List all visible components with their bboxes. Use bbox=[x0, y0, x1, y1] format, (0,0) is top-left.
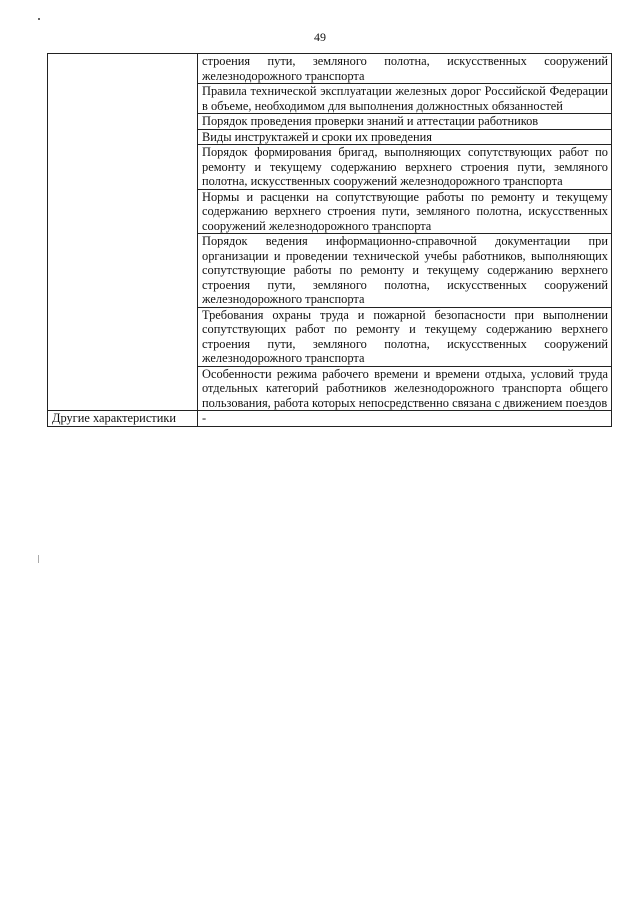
table-cell-text: Правила технической эксплуатации железных дорог Российской Федерации в объеме, необходимом для выполнения должностных обязанностей bbox=[198, 84, 612, 114]
table-cell-label bbox=[48, 54, 198, 411]
table-row bbox=[48, 54, 612, 84]
table-cell-text: Порядок ведения информационно-справочной документации при организации и проведении технической учебы работников, выполняющих сопутствующие работы по ремонту и текущему содержанию верхнего строения пути, земляного полотна, искусственных сооружений железнодорожного транспорта bbox=[198, 234, 612, 308]
scan-speck bbox=[38, 555, 39, 563]
other-characteristics-label: Другие характеристики bbox=[48, 411, 198, 427]
table-cell-text: Особенности режима рабочего времени и времени отдыха, условий труда отдельных категорий работников железнодорожного транспорта общего пользования, работа которых непосредственно связана с движением поездов bbox=[198, 366, 612, 411]
table-cell-text: Требования охраны труда и пожарной безопасности при выполнении сопутствующих работ по ремонту и текущему содержанию верхнего строения пути, земляного полотна, искусственных сооружений железнодорожного транспорта bbox=[198, 307, 612, 366]
page-number: 49 bbox=[314, 30, 326, 44]
table-cell-text: Порядок проведения проверки знаний и аттестации работников bbox=[198, 114, 612, 130]
scan-speck bbox=[38, 18, 40, 20]
table-row-other-characteristics bbox=[48, 411, 612, 427]
knowledge-requirements-table bbox=[47, 53, 612, 427]
table-cell-text: Нормы и расценки на сопутствующие работы по ремонту и текущему содержанию верхнего строения пути, земляного полотна, искусственных сооружений железнодорожного транспорта bbox=[198, 189, 612, 234]
table-cell-text: строения пути, земляного полотна, искусственных сооружений железнодорожного транспорта bbox=[198, 54, 612, 84]
table-cell-text: Виды инструктажей и сроки их проведения bbox=[198, 129, 612, 145]
other-characteristics-value: - bbox=[198, 411, 612, 427]
table-cell-text: Порядок формирования бригад, выполняющих сопутствующих работ по ремонту и текущему содержанию верхнего строения пути, земляного полотна, искусственных сооружений железнодорожного транспорта bbox=[198, 145, 612, 190]
